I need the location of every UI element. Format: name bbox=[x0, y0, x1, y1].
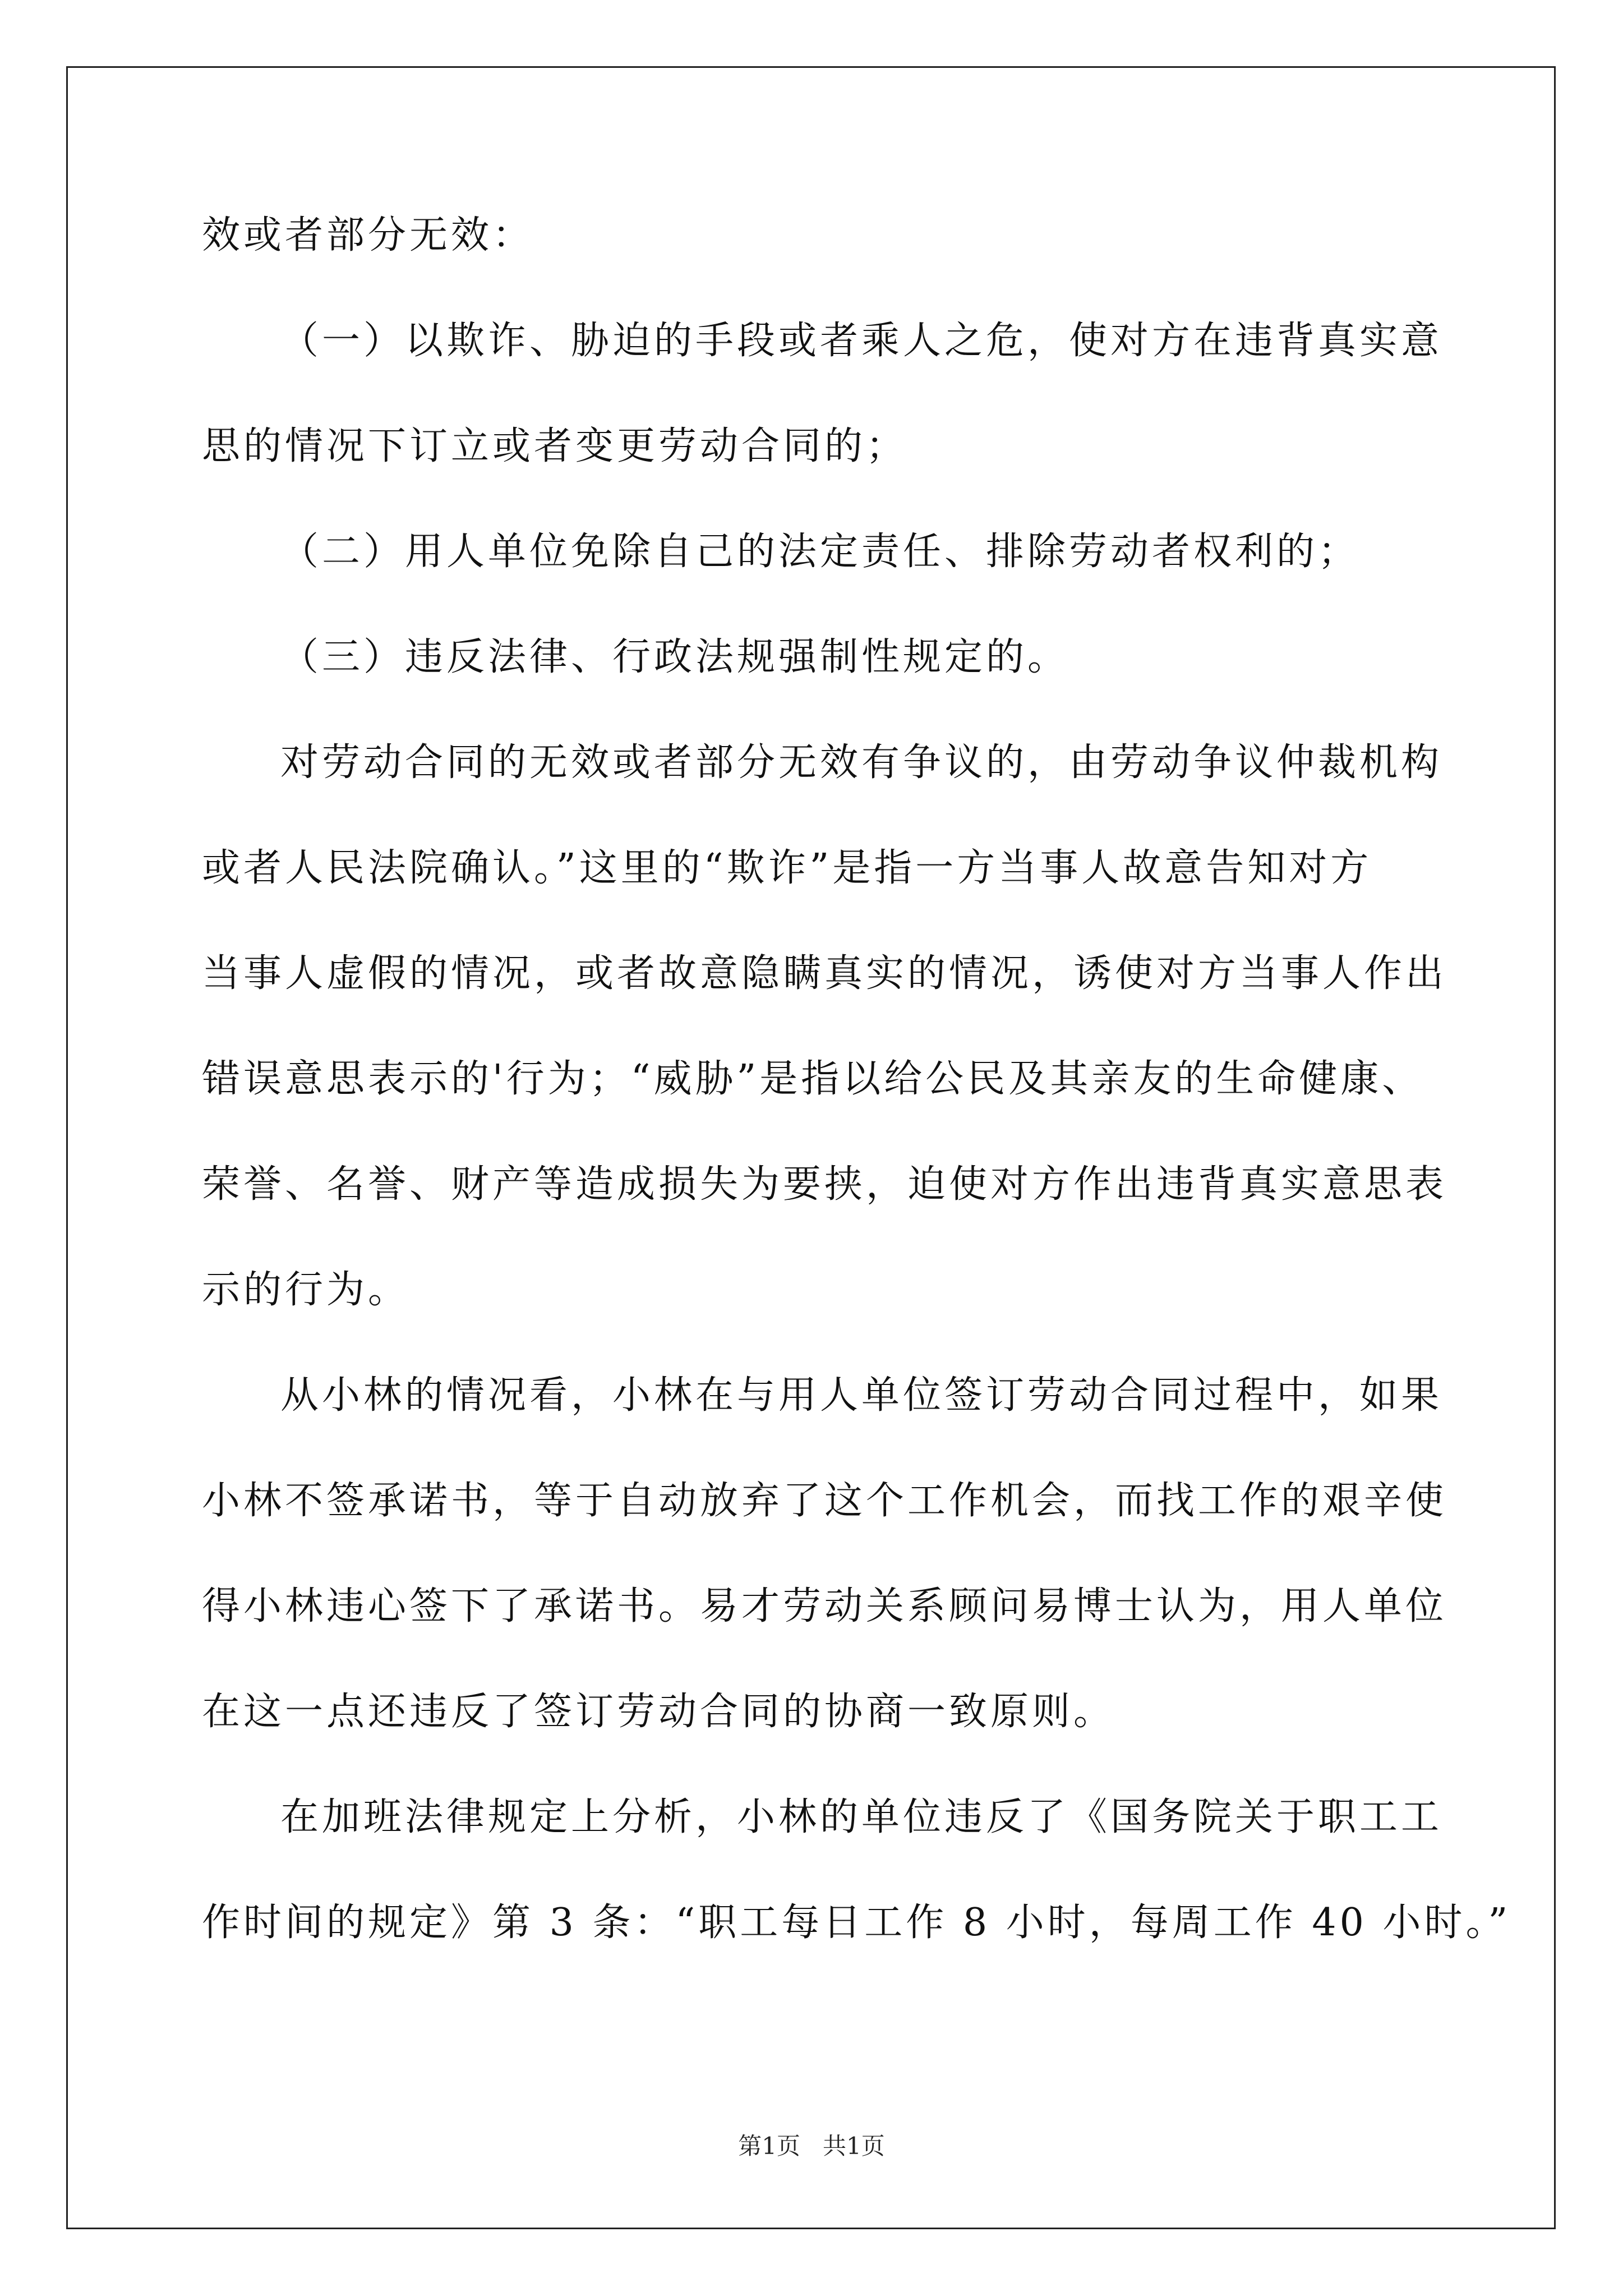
text-line: 荣誉、名誉、财产等造成损失为要挟，迫使对方作出违背真实意思表 bbox=[202, 1162, 1447, 1207]
text-line: （三）违反法律、行政法规强制性规定的。 bbox=[280, 635, 1069, 679]
text-line: （一）以欺诈、胁迫的手段或者乘人之危，使对方在违背真实意 bbox=[280, 319, 1443, 363]
text-line: 当事人虚假的情况，或者故意隐瞒真实的情况，诱使对方当事人作出 bbox=[202, 951, 1447, 996]
text-line: 作时间的规定》第 3 条：“职工每日工作 8 小时，每周工作 40 小时。” bbox=[202, 1901, 1511, 1945]
text-line: 对劳动合同的无效或者部分无效有争议的，由劳动争议仲裁机构 bbox=[280, 740, 1443, 785]
text-line: 在这一点还违反了签订劳动合同的协商一致原则。 bbox=[202, 1690, 1115, 1734]
text-line: 小林不签承诺书，等于自动放弃了这个工作机会，而找工作的艰辛使 bbox=[202, 1479, 1447, 1523]
text-line: 错误意思表示的'行为；“威胁”是指以给公民及其亲友的生命健康、 bbox=[202, 1057, 1424, 1101]
text-line: 从小林的情况看，小林在与用人单位签订劳动合同过程中，如果 bbox=[280, 1373, 1443, 1418]
text-line: 或者人民法院确认。”这里的“欺诈”是指一方当事人故意告知对方 bbox=[202, 846, 1372, 890]
text-line: 得小林违心签下了承诺书。易才劳动关系顾问易博士认为，用人单位 bbox=[202, 1584, 1447, 1628]
page-number: 第1页 共1页 bbox=[738, 2132, 885, 2160]
text-line: （二）用人单位免除自己的法定责任、排除劳动者权利的； bbox=[280, 530, 1360, 574]
text-line: 思的情况下订立或者变更劳动合同的； bbox=[202, 424, 908, 468]
text-line: 示的行为。 bbox=[202, 1268, 410, 1312]
text-line: 效或者部分无效： bbox=[202, 213, 534, 257]
text-line: 在加班法律规定上分析，小林的单位违反了《国务院关于职工工 bbox=[280, 1795, 1443, 1839]
